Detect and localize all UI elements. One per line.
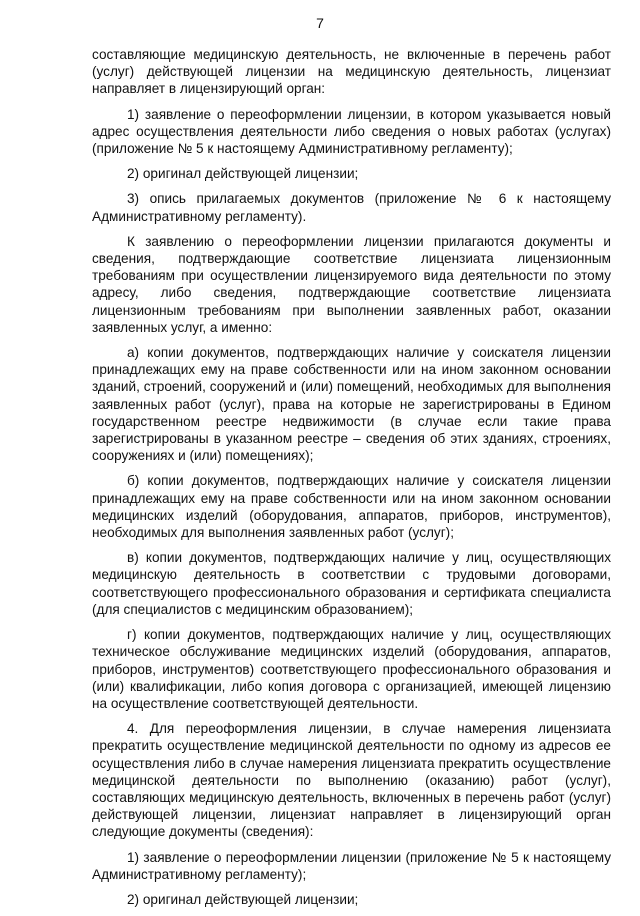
paragraph-continuation: составляющие медицинскую деятельность, не включенные в перечень работ (услуг) действующей лицензии на медицинскую деятельность, лицензиат направляет в лицензирующий орган: <box>92 47 611 97</box>
paragraph-subitem-b: б) копии документов, подтверждающих наличие у соискателя лицензии принадлежащих ему на праве собственности или на ином законном основании медицинских изделий (оборудования, аппаратов, приборов, инструментов), необходимых для выполнения заявленных работ (услуг); <box>92 473 611 541</box>
paragraph-attachments-intro: К заявлению о переоформлении лицензии прилагаются документы и сведения, подтверждающие соответствие лицензиата лицензионным требованиям при осуществлении лицензируемого вида деятельности по этому адресу, либо сведения, подтверждающие соответствие лицензиата лицензионным требованиям при выполнении заявленных работ, оказании заявленных услуг, а именно: <box>92 233 611 335</box>
document-body <box>92 46 611 916</box>
paragraph-item-3-inventory: 3) опись прилагаемых документов (приложение № 6 к настоящему Административному регламенту). <box>92 191 611 224</box>
paragraph-item-1-application: 1) заявление о переоформлении лицензии, в котором указывается новый адрес осуществления деятельности либо сведения о новых работах (услугах) (приложение № 5 к настоящему Административному регламенту); <box>92 106 611 157</box>
paragraph-subitem-v: в) копии документов, подтверждающих наличие у лиц, осуществляющих медицинскую деятельность в соответствии с трудовыми договорами, соответствующего профессионального образования и сертификата специалиста (для специалистов с медицинским образованием); <box>92 550 611 617</box>
paragraph-subitem-g: г) копии документов, подтверждающих наличие у лиц, осуществляющих техническое обслуживание медицинских изделий (оборудования, аппаратов, приборов, инструментов) соответствующего профессионального образования и (или) квалификации, либо копия договора с организацией, имеющей лицензию на осуществление соответствующей деятельности. <box>92 627 611 711</box>
paragraph-section-4-item-2: 2) оригинал действующей лицензии; <box>127 891 359 907</box>
paragraph-item-2-original-license: 2) оригинал действующей лицензии; <box>127 166 359 182</box>
paragraph-section-4: 4. Для переоформления лицензии, в случае намерения лицензиата прекратить осуществление медицинской деятельности по одному из адресов ее осуществления либо в случае намерения лицензиата прекратить осуществление медицинской деятельности по выполнению (оказанию) работ (услуг), составляющих медицинскую деятельность, включенных в перечень работ (услуг) действующей лицензии, лицензиат направляет в лицензирующий орган следующие документы (сведения): <box>92 721 611 840</box>
page-number: 7 <box>316 15 324 31</box>
paragraph-section-4-item-1: 1) заявление о переоформлении лицензии (приложение № 5 к настоящему Административному регламенту); <box>92 849 611 882</box>
paragraph-subitem-a: а) копии документов, подтверждающих наличие у соискателя лицензии принадлежащих ему на праве собственности или на ином законном основании зданий, строений, сооружений и (или) помещений, необходимых для выполнения заявленных работ (услуг), права на которые не зарегистрированы в Едином государственном реестре недвижимости (в случае если такие права зарегистрированы в указанном реестре – сведения об этих зданиях, строениях, сооружениях и (или) помещениях); <box>92 345 611 464</box>
